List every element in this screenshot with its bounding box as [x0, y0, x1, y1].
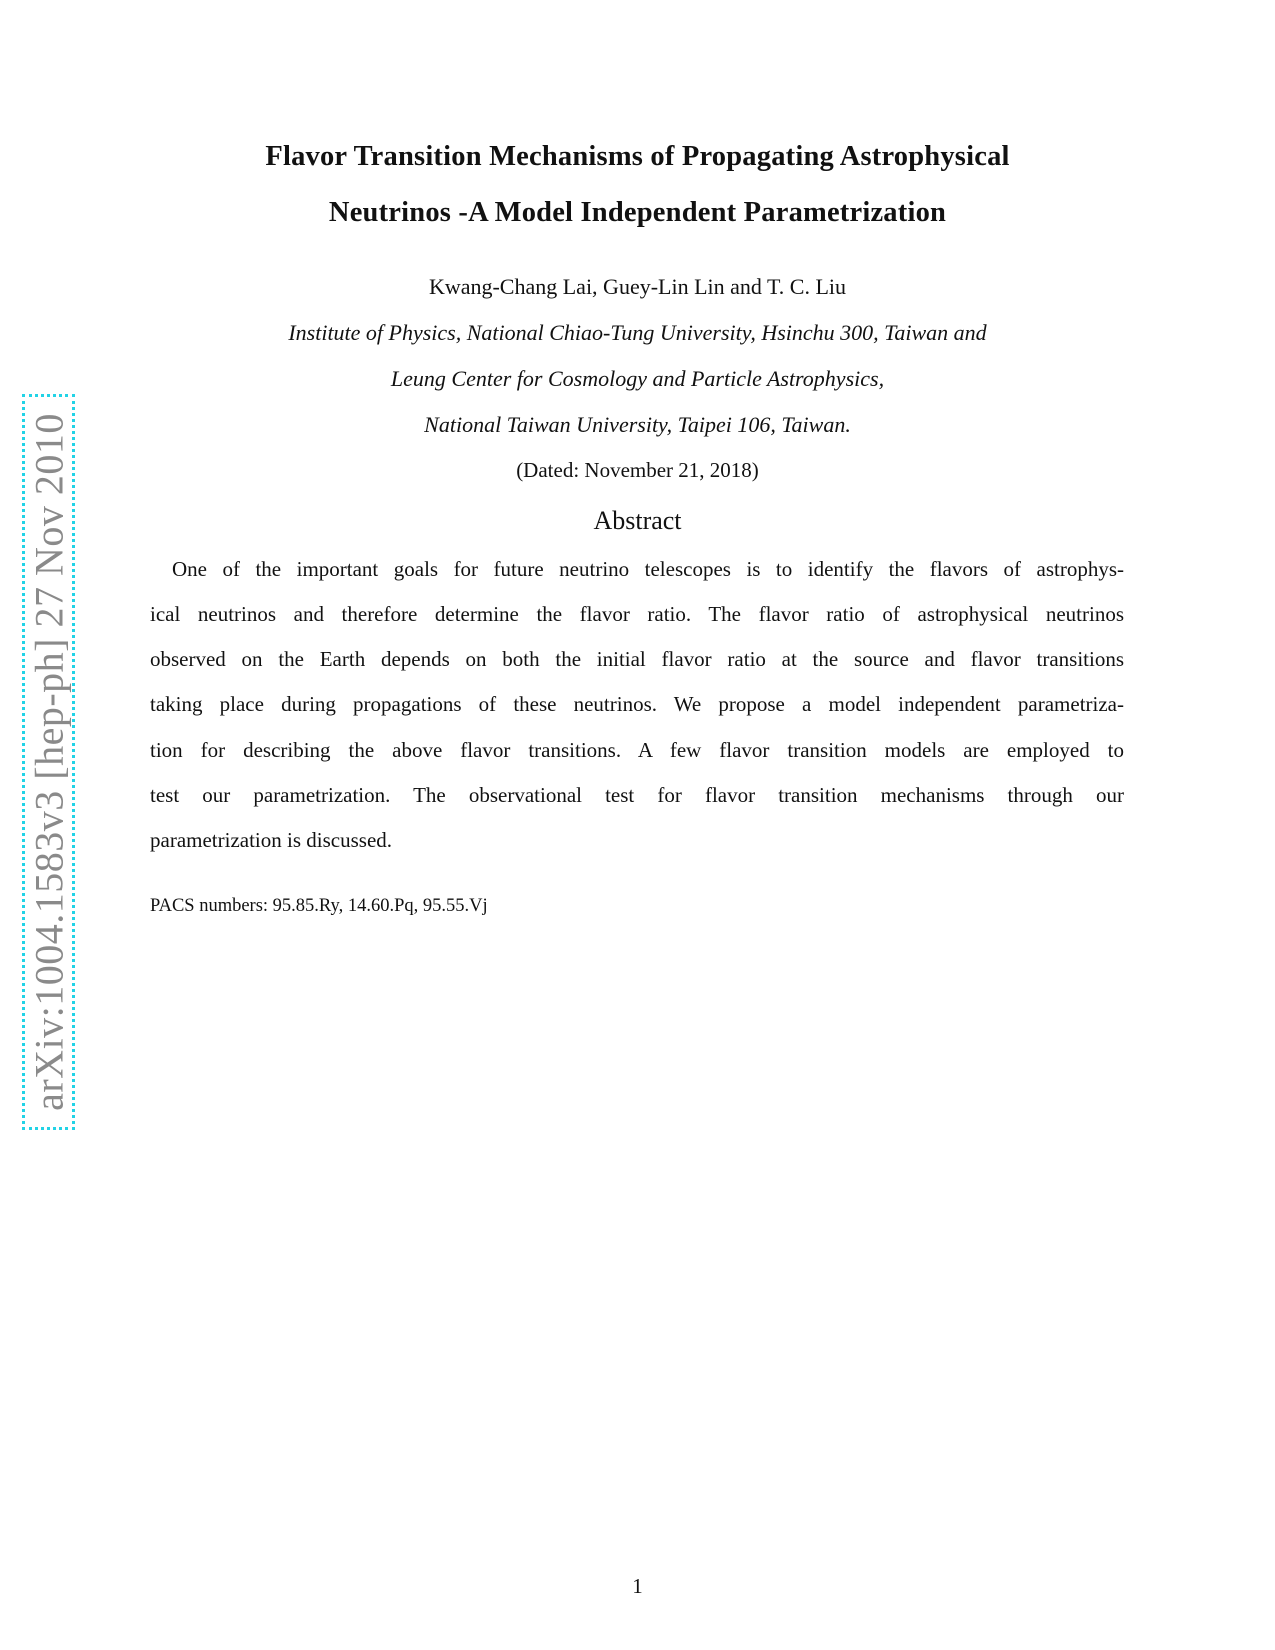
arxiv-stamp-text: arXiv:1004.1583v3 [hep-ph] 27 Nov 2010: [26, 413, 71, 1111]
page-number: 1: [632, 1574, 643, 1598]
affiliation-line-3: National Taiwan University, Taipei 106, Taiwan.: [424, 412, 851, 437]
abstract-line: observed on the Earth depends on both the initial flavor ratio at the source and flavor transitions: [150, 647, 1124, 671]
abstract-line: test our parametrization. The observational test for flavor transition mechanisms through our: [150, 783, 1124, 807]
abstract-line: parametrization is discussed.: [150, 828, 393, 852]
affiliation-line-1: Institute of Physics, National Chiao-Tung University, Hsinchu 300, Taiwan and: [288, 320, 987, 345]
abstract-line: tion for describing the above flavor transitions. A few flavor transition models are employed to: [150, 738, 1124, 762]
abstract-line: One of the important goals for future neutrino telescopes is to identify the flavors of astrophys-: [172, 557, 1124, 581]
abstract-line: taking place during propagations of these neutrinos. We propose a model independent parametriza-: [150, 692, 1124, 716]
paper-title-line-1: Flavor Transition Mechanisms of Propagating Astrophysical: [265, 141, 1010, 172]
abstract-line: ical neutrinos and therefore determine the flavor ratio. The flavor ratio of astrophysical neutrinos: [150, 602, 1124, 626]
pacs-numbers: PACS numbers: 95.85.Ry, 14.60.Pq, 95.55.Vj: [150, 896, 488, 916]
dated-line: (Dated: November 21, 2018): [516, 458, 759, 482]
paper-title-line-2: Neutrinos -A Model Independent Parametrization: [328, 197, 947, 228]
affiliation-line-2: Leung Center for Cosmology and Particle Astrophysics,: [390, 366, 885, 391]
arxiv-stamp: [22, 394, 75, 1130]
author-list: Kwang-Chang Lai, Guey-Lin Lin and T. C. Liu: [428, 274, 847, 299]
abstract-heading: Abstract: [593, 506, 682, 535]
